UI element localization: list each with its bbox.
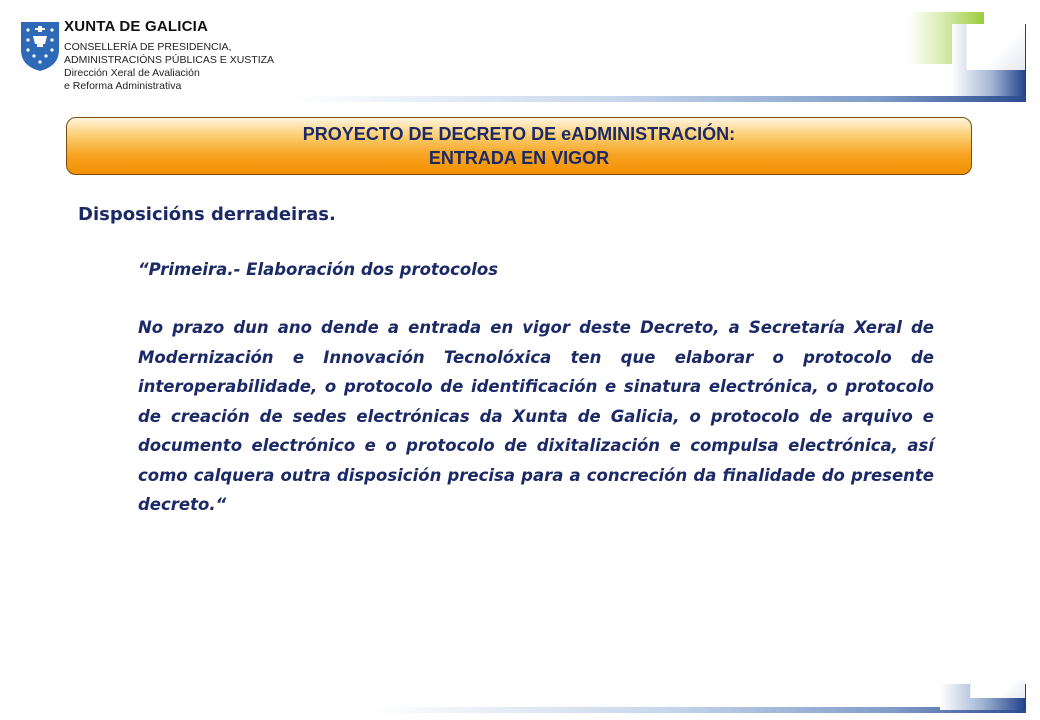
slide-title-line-2: ENTRADA EN VIGOR bbox=[428, 148, 610, 168]
galicia-crest-icon bbox=[18, 16, 62, 72]
logo-line-direccion: Dirección Xeral de Avaliación bbox=[64, 67, 200, 79]
logo-title: XUNTA DE GALICIA bbox=[64, 18, 209, 35]
decor-white-square-bottom bbox=[970, 680, 1025, 698]
logo-line-administracions: ADMINISTRACIÓNS PÚBLICAS E XUSTIZA bbox=[64, 54, 275, 66]
slide-title-box bbox=[66, 117, 972, 175]
header-divider bbox=[290, 96, 1026, 102]
logo-line-reforma: e Reforma Administrativa bbox=[64, 80, 182, 92]
footer-divider bbox=[370, 707, 1026, 713]
logo-line-conselleria: CONSELLERÍA DE PRESIDENCIA, bbox=[64, 41, 232, 53]
xunta-logo bbox=[16, 12, 316, 98]
quote-paragraph: No prazo dun ano dende a entrada en vigor deste Decreto, a Secretaría Xeral de Modernización e Innovación Tecnolóxica ten que elaborar o protocolo de interoperabilidade, o protocolo de identificación e sinatura electrónica, o protocolo de creación de sedes electrónicas da Xunta de Galicia, o protocolo de arquivo e documento electrónico e o protocolo de dixitalización e compulsa electrónica, así como calquera outra disposición precisa para a concreción da finalidade do presente decreto.“ bbox=[138, 318, 934, 514]
decor-white-square bbox=[966, 24, 1025, 70]
slide-title-line-1: PROYECTO DE DECRETO DE eADMINISTRACIÓN: bbox=[302, 124, 736, 144]
section-heading: Disposicións derradeiras. bbox=[78, 204, 336, 225]
quote-title: “Primeira.- Elaboración dos protocolos bbox=[138, 260, 499, 279]
